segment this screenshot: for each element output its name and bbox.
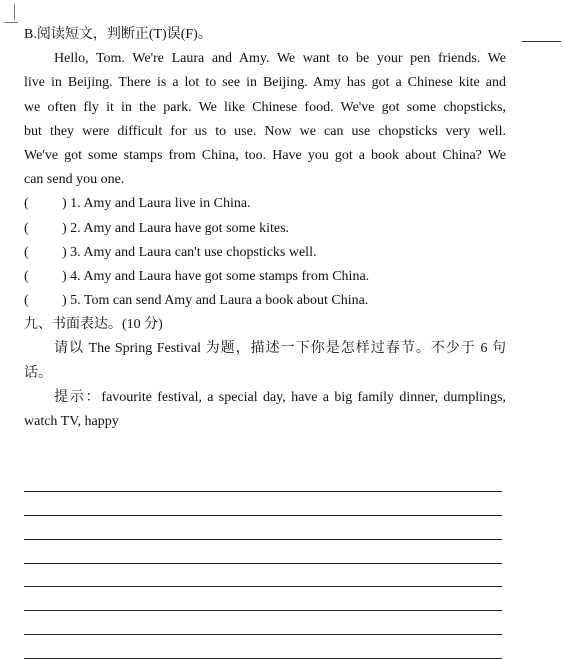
passage-line: We've got some stamps from China, too. Have you got a book about China? We — [24, 147, 506, 163]
writing-answer-line[interactable] — [24, 492, 502, 516]
writing-answer-line[interactable] — [24, 468, 502, 492]
answer-blank[interactable]: ( — [24, 196, 29, 212]
question-text: ) 4. Amy and Laura have got some stamps from China. — [62, 268, 370, 284]
question-text: ) 2. Amy and Laura have got some kites. — [62, 220, 290, 236]
writing-hint: 提示：favourite festival, a special day, have a big family dinner, dumplings, — [54, 389, 506, 405]
question-text: ) 3. Amy and Laura can't use chopsticks well. — [62, 244, 317, 260]
question-item — [24, 241, 506, 265]
writing-answer-line[interactable] — [24, 611, 502, 635]
question-item — [24, 289, 506, 313]
margin-underline — [522, 41, 561, 42]
passage-line: Hello, Tom. We're Laura and Amy. We want to be your pen friends. We — [54, 51, 506, 67]
passage-line: we often fly it in the park. We like Chinese food. We've got some chopsticks, — [24, 99, 506, 115]
answer-blank[interactable]: ( — [24, 293, 29, 309]
question-item — [24, 192, 506, 216]
passage-line: but they were difficult for us to use. Now we can use chopsticks very well. — [24, 123, 506, 139]
reading-section — [24, 23, 506, 434]
corner-crop-mark — [4, 22, 18, 23]
section-9-title: 九、书面表达。(10 分) — [24, 317, 163, 333]
writing-prompt: 话。 — [24, 365, 52, 381]
answer-blank[interactable]: ( — [24, 244, 29, 260]
corner-crop-mark — [14, 4, 15, 20]
passage-line: live in Beijing. There is a lot to see in Beijing. Amy has got a Chinese kite and — [24, 75, 506, 91]
writing-answer-line[interactable] — [24, 635, 502, 659]
answer-blank[interactable]: ( — [24, 268, 29, 284]
passage-line: can send you one. — [24, 172, 125, 188]
writing-prompt: 请以 The Spring Festival 为题，描述一下你是怎样过春节。不少于 6 句 — [54, 341, 506, 357]
writing-answer-line[interactable] — [24, 564, 502, 588]
section-b-title: B.阅读短文，判断正(T)误(F)。 — [24, 27, 212, 42]
writing-hint: watch TV, happy — [24, 414, 119, 429]
answer-blank[interactable]: ( — [24, 220, 29, 236]
question-item — [24, 265, 506, 289]
writing-answer-area[interactable] — [24, 468, 502, 659]
question-text: ) 5. Tom can send Amy and Laura a book about China. — [62, 293, 369, 309]
question-item — [24, 217, 506, 241]
writing-answer-line[interactable] — [24, 540, 502, 564]
writing-answer-line[interactable] — [24, 516, 502, 540]
question-text: ) 1. Amy and Laura live in China. — [62, 196, 251, 212]
writing-answer-line[interactable] — [24, 587, 502, 611]
